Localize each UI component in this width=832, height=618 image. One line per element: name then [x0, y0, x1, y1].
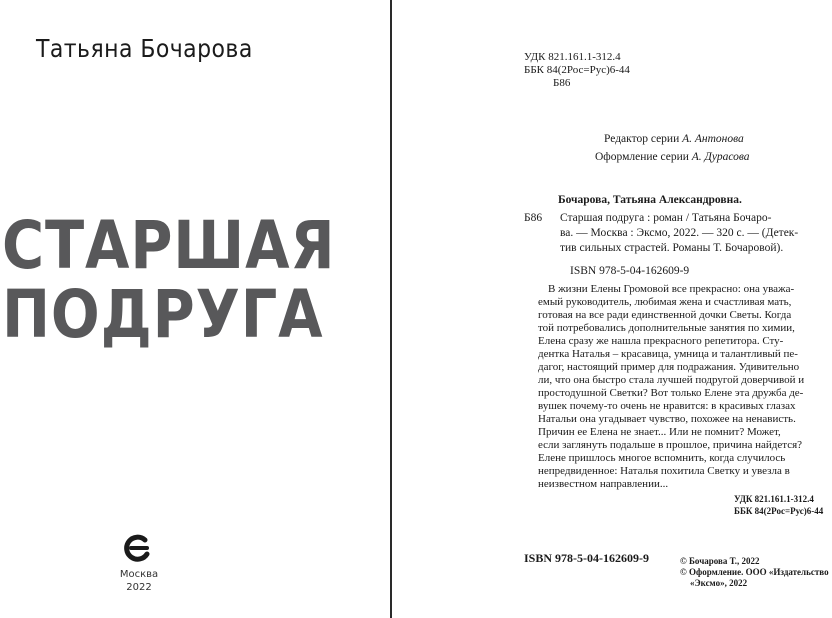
- author-name: Татьяна Бочарова: [36, 34, 253, 63]
- bibliographic-author: Бочарова, Татьяна Александровна.: [558, 194, 742, 206]
- udk-small: УДК 821.161.1-312.4: [734, 494, 814, 504]
- annotation-line: если заглянуть подальше в прошлое, причина найдется?: [538, 439, 803, 451]
- bibliographic-line: тив сильных страстей. Романы Т. Бочаровой).: [560, 242, 784, 254]
- copyright-author: © Бочарова Т., 2022: [680, 556, 760, 566]
- bibliographic-line: ва. — Москва : Эксмо, 2022. — 320 с. — (Детек-: [560, 227, 799, 239]
- annotation-line: Елена сразу же нашла прекрасного репетитора. Сту-: [538, 335, 784, 347]
- right-page: [392, 0, 832, 618]
- bibliographic-line: Старшая подруга : роман / Татьяна Бочаро-: [560, 212, 772, 224]
- annotation-line: вушек почему-то очень не нравится: в красивых глазах: [538, 400, 796, 412]
- annotation-line: непредвиденное: Наталья похитила Светку и увезла в: [538, 465, 790, 477]
- annotation-line: неизвестном направлении...: [538, 478, 669, 490]
- author-mark: Б86: [553, 77, 571, 89]
- publication-year: 2022: [126, 582, 152, 593]
- annotation-line: простодушной Светки? Вот только Елене эта дружба де-: [538, 387, 804, 399]
- bbk-code: ББК 84(2Рос=Рус)6-44: [524, 64, 630, 76]
- bibliographic-code: Б86: [524, 212, 543, 224]
- annotation-line: ли, что она быстро стала лучшей подругой доверчивой и: [538, 374, 805, 386]
- publisher-imprint: [80, 568, 198, 594]
- annotation-line: дентка Наталья – красавица, умница и талантливый пе-: [538, 348, 798, 360]
- eksmo-logo-icon: [118, 528, 158, 568]
- series-editor-name: А. Антонова: [682, 133, 744, 145]
- annotation-line: готовая на все ради единственной дочки Светы. Когда: [538, 309, 792, 321]
- annotation-line: дагог, настоящий пример для подражания. Удивительно: [538, 361, 800, 373]
- isbn-bottom: ISBN 978-5-04-162609-9: [524, 551, 649, 565]
- isbn-line: ISBN 978-5-04-162609-9: [570, 265, 690, 277]
- publisher-city: Москва: [119, 569, 159, 580]
- udk-code: УДК 821.161.1-312.4: [524, 51, 621, 63]
- series-editor-label: Редактор серии: [604, 133, 680, 145]
- copyright-design-cont: «Эксмо», 2022: [690, 578, 748, 588]
- annotation-line: той потребовались дополнительные занятия по химии,: [538, 322, 795, 334]
- annotation-line: емый руководитель, любимая жена и счастливая мать,: [538, 296, 792, 308]
- book-title-line-2: ПОДРУГА: [2, 276, 324, 353]
- annotation-line: В жизни Елены Громовой все прекрасно: она уважа-: [548, 283, 795, 295]
- book-title-line-1: СТАРШАЯ: [2, 207, 336, 284]
- series-editor: [604, 133, 744, 146]
- annotation-line: Причин ее Елена не знает... Или не помнит? Может,: [538, 426, 781, 438]
- series-design-name: А. Дурасова: [691, 151, 750, 163]
- bbk-small: ББК 84(2Рос=Рус)6-44: [734, 506, 824, 516]
- copyright-design: © Оформление. ООО «Издательство: [680, 567, 829, 577]
- annotation-line: Натальи она угадывает чувство, похожее на ненависть.: [538, 413, 796, 425]
- series-design-label: Оформление серии: [595, 151, 689, 163]
- left-page: [0, 0, 391, 618]
- series-design: [595, 151, 750, 164]
- annotation-line: Елене пришлось многое вспомнить, когда случилось: [538, 452, 786, 464]
